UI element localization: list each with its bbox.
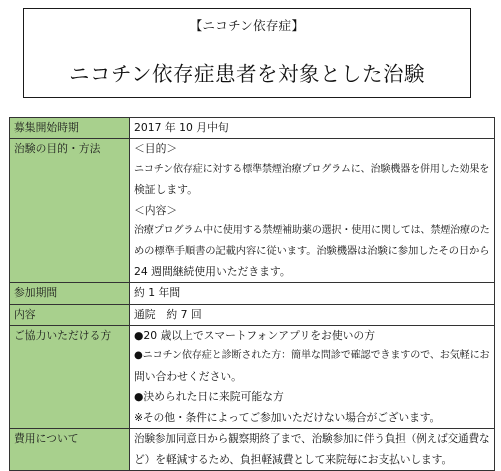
- value-line: ●ニコチン依存症と診断された方：簡単な問診で確認できますので、お気軽にお: [134, 350, 490, 362]
- row-value: [130, 139, 495, 283]
- row-label: 費用について: [10, 429, 130, 471]
- table-row-costs: [10, 429, 495, 471]
- value-line: 検証します。: [134, 183, 198, 197]
- value-line: 2017 年 10 月中旬: [134, 121, 229, 134]
- value-line: ●決められた日に来院可能な方: [134, 390, 284, 404]
- value-line: ＜内容＞: [134, 203, 178, 217]
- value-line: ●20 歳以上でスマートフォンアプリをお使いの方: [134, 329, 376, 343]
- value-line: ＜目的＞: [134, 142, 178, 156]
- value-line: 約 1 年間: [134, 286, 181, 300]
- table-row-recruitment-start: [10, 118, 495, 139]
- row-label: 治験の目的・方法: [10, 139, 130, 283]
- value-line: めの標準手順書の記載内容に従います。治験機器は治験に参加したその日から: [134, 245, 490, 258]
- table-row-purpose-method: [10, 139, 495, 283]
- title-box: [23, 8, 471, 98]
- row-label: 内容: [10, 304, 130, 325]
- table-row-content: [10, 304, 495, 325]
- value-line: 通院 約 7 回: [134, 307, 202, 321]
- row-value: [130, 326, 495, 429]
- row-value: [130, 304, 495, 325]
- row-value: [130, 118, 495, 139]
- row-label: 参加期間: [10, 283, 130, 304]
- row-label: 募集開始時期: [10, 118, 130, 139]
- table-row-participation-period: [10, 283, 495, 304]
- value-line: ※その他・条件によってご参加いただけない場合がございます。: [134, 410, 441, 424]
- row-label: ご協力いただける方: [10, 326, 130, 429]
- page-category-tag: 【ニコチン依存症】: [189, 18, 305, 33]
- row-value: [130, 283, 495, 304]
- value-line: 24 週間継続使用いただきます。: [134, 264, 291, 278]
- table-row-eligible-participants: [10, 326, 495, 429]
- value-line: ニコチン依存症に対する標準禁煙治療プログラムに、治験機器を併用した効果を: [134, 163, 490, 175]
- row-value: [130, 429, 495, 471]
- value-line: 治験参加同意日から観察期終了まで、治験参加に伴う負担（例えば交通費な: [134, 432, 490, 446]
- value-line: 治療プログラム中に使用する禁煙補助薬の選択・使用に関しては、禁煙治療のた: [134, 225, 490, 237]
- page-title: ニコチン依存症患者を対象とした治験: [69, 62, 425, 86]
- value-line: 問い合わせください。: [134, 369, 242, 383]
- study-info-table: [9, 117, 495, 471]
- value-line: ど）を軽減するため、負担軽減費として来院毎にお支払いします。: [134, 452, 453, 466]
